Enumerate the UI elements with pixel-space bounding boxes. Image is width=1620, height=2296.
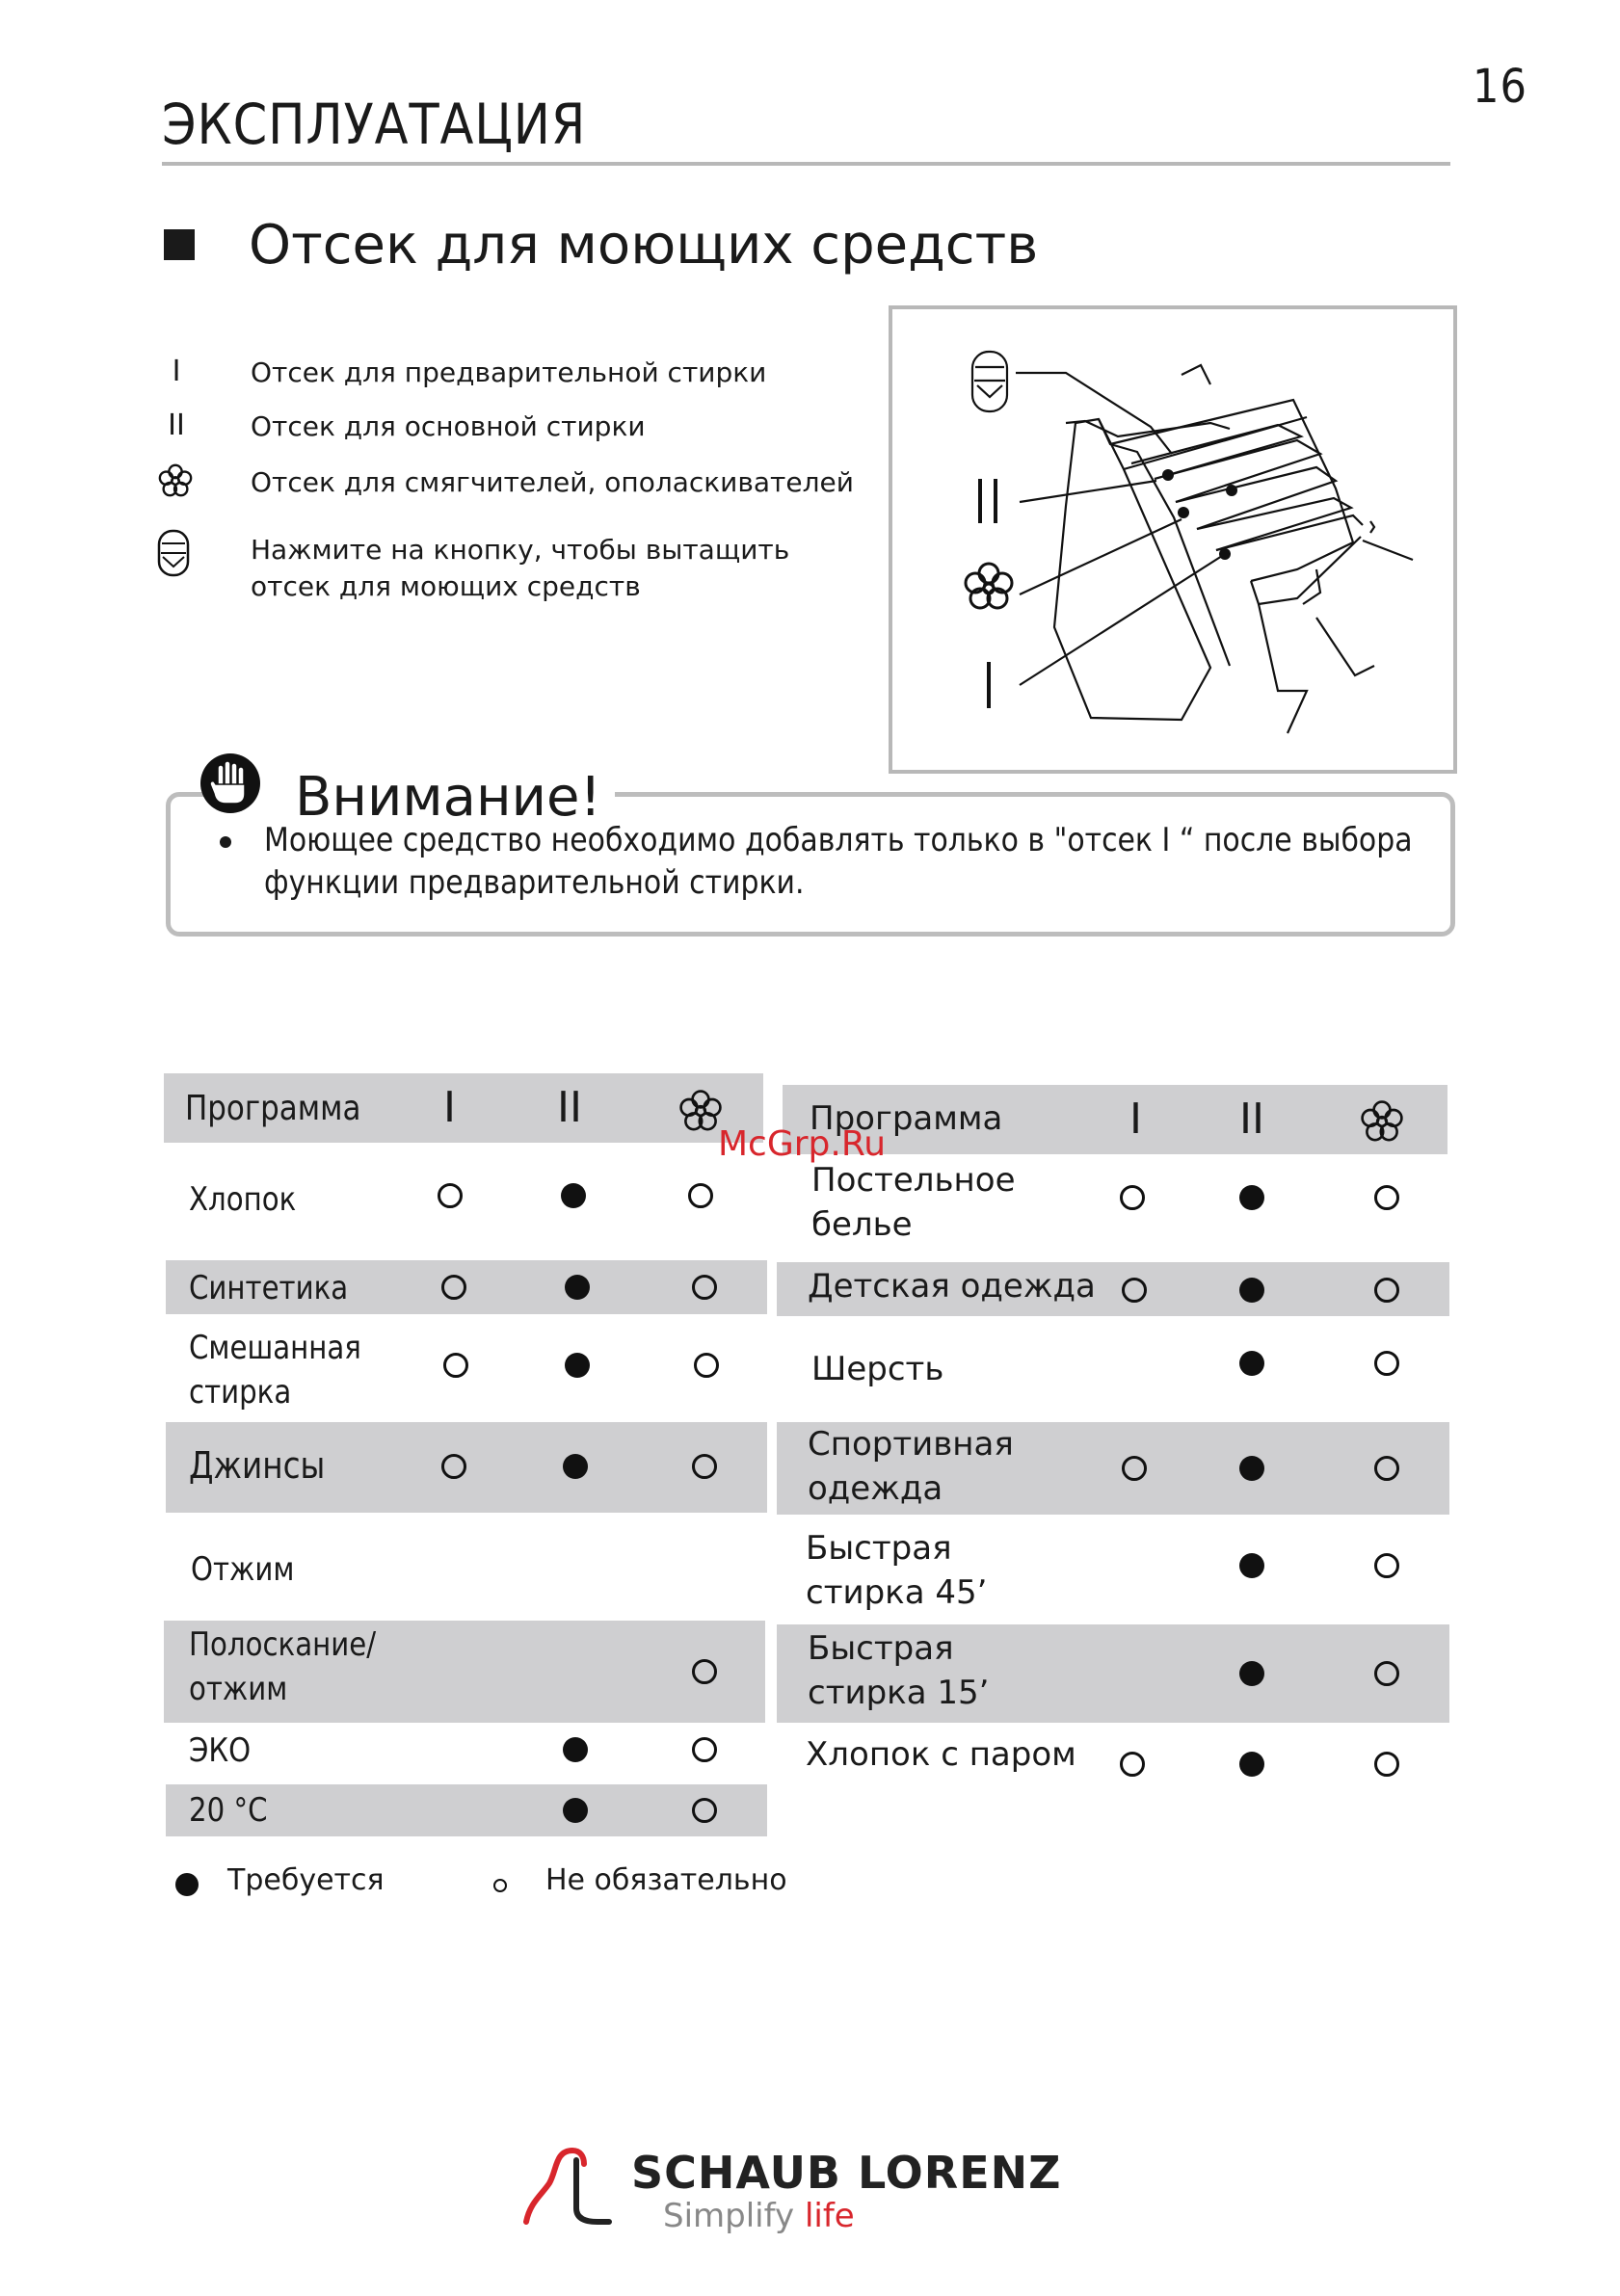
table-header — [164, 1073, 763, 1143]
warning-text — [264, 819, 1413, 904]
flower-icon — [1359, 1098, 1405, 1149]
program-name: Смешанная стирка — [189, 1329, 361, 1412]
program-name: Быстрая стирка 45’ — [806, 1529, 988, 1612]
required-mark-icon — [565, 1353, 590, 1378]
table-row — [166, 1422, 767, 1513]
page-number: 16 — [1473, 60, 1527, 114]
program-name: Постельное белье — [811, 1161, 1016, 1244]
optional-mark-icon — [441, 1454, 466, 1479]
program-name: Синтетика — [189, 1269, 349, 1307]
table-row — [777, 1262, 1449, 1316]
roman-one-icon: I — [443, 1083, 456, 1132]
required-mark-icon — [1239, 1278, 1264, 1303]
optional-mark-icon — [1374, 1351, 1399, 1376]
table-row — [164, 1518, 763, 1615]
optional-mark-icon — [692, 1275, 717, 1300]
optional-mark-icon — [443, 1353, 468, 1378]
program-name: Полоскание/ отжим — [189, 1625, 377, 1708]
brand-name: SCHAUB LORENZ — [631, 2147, 1062, 2199]
bullet-square-icon — [164, 229, 195, 260]
bullet-icon — [220, 836, 231, 848]
title-divider — [162, 162, 1450, 166]
program-name: Детская одежда — [808, 1267, 1096, 1306]
optional-mark-icon — [1374, 1752, 1399, 1777]
optional-mark-icon — [692, 1798, 717, 1823]
program-name: Шерсть — [811, 1350, 944, 1388]
optional-mark-icon — [1120, 1752, 1145, 1777]
required-mark-icon — [175, 1873, 199, 1896]
optional-mark-icon — [493, 1879, 507, 1892]
optional-mark-icon — [441, 1275, 466, 1300]
required-mark-icon — [1239, 1456, 1264, 1481]
program-name: Отжим — [191, 1550, 295, 1589]
roman-two-icon: II — [557, 1083, 582, 1132]
optional-mark-icon — [1374, 1185, 1399, 1210]
brand-logo-icon — [517, 2145, 613, 2232]
optional-mark-icon — [1374, 1553, 1399, 1578]
optional-mark-icon — [438, 1183, 463, 1208]
table-row — [783, 1518, 1447, 1619]
program-column-header: Программа — [185, 1089, 361, 1128]
required-mark-icon — [1239, 1553, 1264, 1578]
legend-text-prewash: Отсек для предварительной стирки — [251, 356, 767, 388]
push-button-icon — [972, 352, 1007, 411]
optional-mark-icon — [1122, 1278, 1147, 1303]
required-mark-icon — [1239, 1185, 1264, 1210]
optional-mark-icon — [1120, 1185, 1145, 1210]
key-required-label: Требуется — [227, 1863, 385, 1897]
legend-text-softener: Отсек для смягчителей, ополаскивателей — [251, 466, 854, 498]
program-name: Спортивная одежда — [808, 1425, 1014, 1508]
program-name: Джинсы — [189, 1444, 326, 1487]
program-name: Быстрая стирка 15’ — [808, 1629, 990, 1712]
roman-one-icon: I — [1129, 1095, 1142, 1144]
optional-mark-icon — [1374, 1661, 1399, 1686]
optional-mark-icon — [1122, 1456, 1147, 1481]
brand-tagline-main: Simplify — [663, 2197, 805, 2235]
legend-text-button: Нажмите на кнопку, чтобы вытащить отсек для моющих средств — [251, 534, 790, 602]
optional-mark-icon — [692, 1737, 717, 1762]
required-mark-icon — [563, 1798, 588, 1823]
push-button-icon — [156, 528, 191, 583]
legend-text-mainwash: Отсек для основной стирки — [251, 410, 646, 442]
table-row — [777, 1422, 1449, 1515]
program-name: Хлопок — [189, 1180, 297, 1219]
table-row — [777, 1624, 1449, 1723]
optional-mark-icon — [688, 1183, 713, 1208]
brand-tagline — [663, 2197, 855, 2235]
table-row — [164, 1318, 763, 1414]
required-mark-icon — [1239, 1351, 1264, 1376]
brand-tagline-accent: life — [804, 2197, 855, 2235]
flower-icon — [677, 1088, 724, 1139]
required-mark-icon — [565, 1275, 590, 1300]
program-name: ЭКО — [189, 1731, 252, 1770]
table-row — [783, 1730, 1447, 1798]
hand-stop-icon — [199, 752, 262, 820]
table-row — [166, 1784, 767, 1836]
optional-mark-icon — [1374, 1456, 1399, 1481]
table-row — [783, 1158, 1447, 1253]
subsection-title: Отсек для моющих средств — [249, 214, 1039, 277]
warning-text-line2: функции предварительной стирки. — [264, 863, 805, 902]
table-row — [164, 1621, 765, 1723]
key-optional-label: Не обязательно — [545, 1863, 787, 1897]
flower-icon — [157, 462, 194, 504]
optional-mark-icon — [692, 1454, 717, 1479]
program-name: 20 °C — [189, 1791, 268, 1830]
optional-mark-icon — [694, 1353, 719, 1378]
required-mark-icon — [1239, 1752, 1264, 1777]
warning-text-line1: Моющее средство необходимо добавлять только в "отсек I “ после выбора — [264, 821, 1413, 859]
table-row — [166, 1260, 767, 1314]
section-title: ЭКСПЛУАТАЦИЯ — [162, 92, 587, 157]
detergent-drawer-figure — [889, 305, 1457, 774]
program-column-header: Программа — [810, 1099, 1003, 1138]
table-row — [783, 1322, 1447, 1414]
warning-title: Внимание! — [289, 766, 607, 829]
required-mark-icon — [1239, 1661, 1264, 1686]
roman-two-icon: II — [1239, 1095, 1264, 1144]
optional-mark-icon — [692, 1659, 717, 1684]
watermark-text: McGrp.Ru — [718, 1124, 887, 1164]
table-row — [164, 1147, 763, 1253]
roman-one-icon: I — [172, 355, 181, 388]
roman-two-icon: II — [168, 409, 185, 442]
program-name: Хлопок с паром — [806, 1735, 1076, 1774]
table-row — [164, 1725, 763, 1779]
required-mark-icon — [563, 1454, 588, 1479]
optional-mark-icon — [1374, 1278, 1399, 1303]
flower-icon — [966, 564, 1012, 608]
required-mark-icon — [563, 1737, 588, 1762]
required-mark-icon — [561, 1183, 586, 1208]
